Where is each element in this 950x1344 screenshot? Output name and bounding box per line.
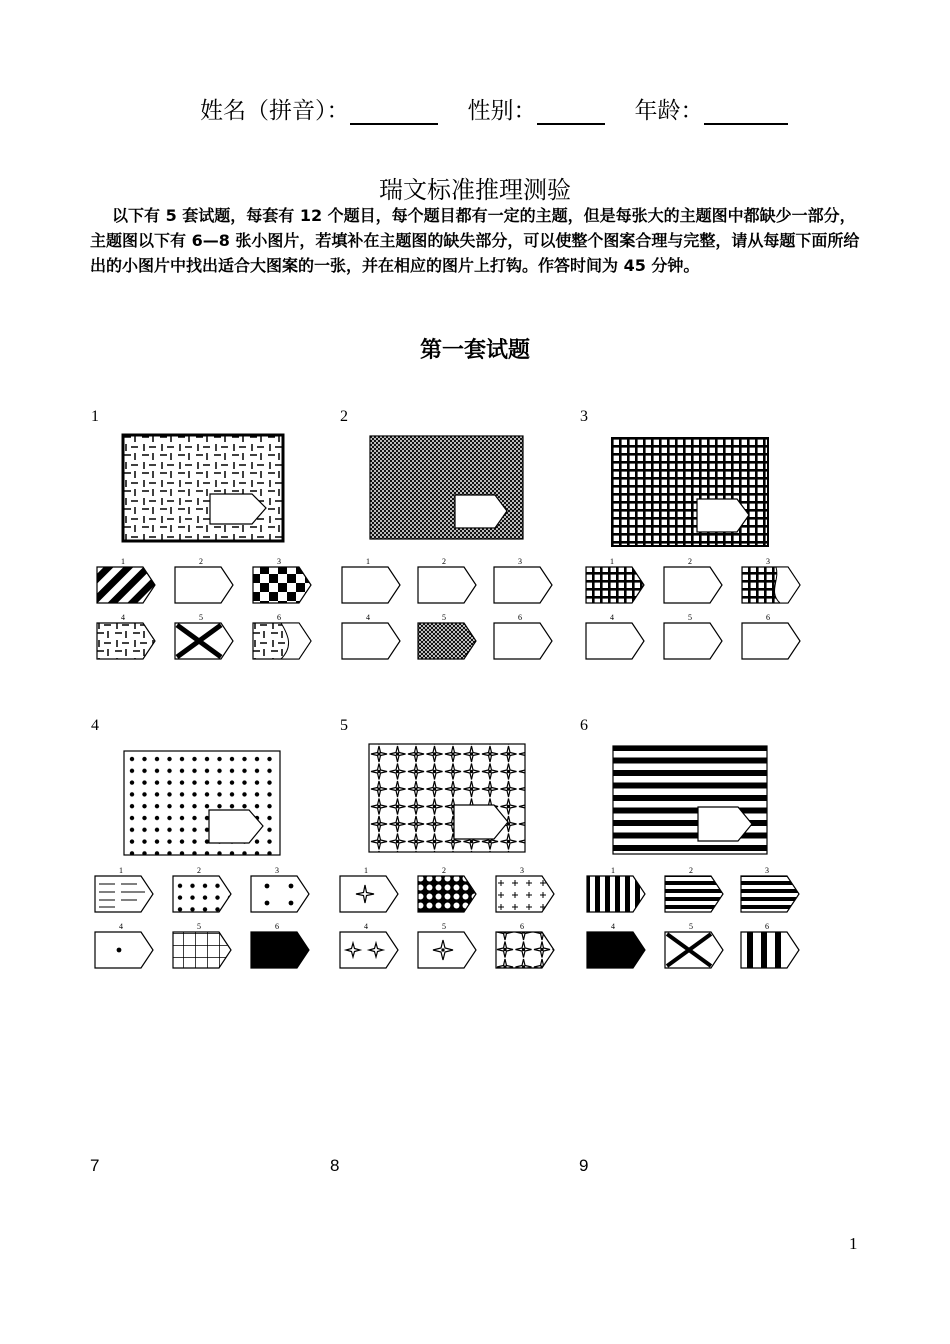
option-5[interactable] bbox=[664, 613, 722, 659]
option-5[interactable] bbox=[418, 922, 476, 968]
option-3[interactable] bbox=[741, 866, 799, 912]
question-number: 3 bbox=[580, 408, 588, 425]
svg-text:2: 2 bbox=[688, 557, 692, 566]
svg-text:5: 5 bbox=[442, 922, 446, 931]
option-2[interactable] bbox=[664, 557, 722, 603]
option-4[interactable] bbox=[342, 613, 400, 659]
option-1[interactable] bbox=[340, 866, 398, 912]
svg-text:4: 4 bbox=[610, 613, 614, 622]
question-number: 4 bbox=[91, 717, 99, 734]
question-3-main-figure bbox=[611, 437, 769, 547]
svg-text:5: 5 bbox=[689, 922, 693, 931]
question-6-main-figure bbox=[612, 745, 768, 855]
svg-text:6: 6 bbox=[275, 922, 279, 931]
option-6[interactable] bbox=[742, 613, 800, 659]
svg-text:6: 6 bbox=[520, 922, 524, 931]
svg-text:5: 5 bbox=[442, 613, 446, 622]
svg-text:1: 1 bbox=[364, 866, 368, 875]
svg-text:2: 2 bbox=[689, 866, 693, 875]
gender-label: 性别： bbox=[467, 98, 537, 124]
option-6[interactable] bbox=[494, 613, 552, 659]
option-4[interactable] bbox=[95, 922, 153, 968]
section-title: 第一套试题 bbox=[419, 338, 530, 363]
option-1[interactable] bbox=[586, 557, 644, 603]
question-4-main-figure bbox=[123, 750, 281, 856]
question-2-options bbox=[340, 556, 565, 664]
question-2-main-figure bbox=[369, 435, 524, 540]
svg-text:4: 4 bbox=[121, 613, 125, 622]
svg-text:4: 4 bbox=[611, 922, 615, 931]
question-1-main-figure bbox=[122, 434, 284, 542]
option-5[interactable] bbox=[173, 922, 231, 968]
svg-text:1: 1 bbox=[119, 866, 123, 875]
svg-text:3: 3 bbox=[766, 557, 770, 566]
page-title: 瑞文标准推理测验 bbox=[379, 176, 571, 204]
svg-text:4: 4 bbox=[366, 613, 370, 622]
option-1[interactable] bbox=[97, 557, 155, 603]
option-3[interactable] bbox=[494, 557, 552, 603]
option-1[interactable] bbox=[95, 866, 153, 912]
option-1[interactable] bbox=[342, 557, 400, 603]
option-5[interactable] bbox=[175, 613, 233, 659]
svg-text:6: 6 bbox=[277, 613, 281, 622]
option-3[interactable] bbox=[496, 866, 554, 912]
option-3[interactable] bbox=[251, 866, 309, 912]
page-number: 1 bbox=[849, 1234, 858, 1253]
svg-text:2: 2 bbox=[199, 557, 203, 566]
age-label: 年龄： bbox=[634, 98, 704, 124]
svg-text:5: 5 bbox=[199, 613, 203, 622]
option-6[interactable] bbox=[496, 922, 554, 968]
instructions: 以下有 5 套试题，每套有 12 个题目，每个题目都有一定的主题，但是每张大的主题图中都缺少一部分，主题图以下有 6—8 张小图片，若填补在主题图的缺失部分，可以使整个图案合理与完整，请从每题下面所给出的小图片中找出适合大图案的一张，并在相应的图片上打钩。作答时间为 45 分钟。 bbox=[90, 206, 860, 275]
option-4[interactable] bbox=[340, 922, 398, 968]
svg-text:4: 4 bbox=[364, 922, 368, 931]
question-number: 5 bbox=[340, 717, 348, 734]
question-number: 2 bbox=[340, 408, 348, 425]
svg-text:1: 1 bbox=[610, 557, 614, 566]
svg-text:3: 3 bbox=[275, 866, 279, 875]
question-5-main-figure bbox=[368, 743, 526, 853]
question-6-options bbox=[585, 865, 810, 973]
question-number: 8 bbox=[330, 1156, 340, 1175]
svg-text:6: 6 bbox=[518, 613, 522, 622]
option-2[interactable] bbox=[173, 866, 231, 912]
option-4[interactable] bbox=[586, 613, 644, 659]
name-label: 姓名（拼音）： bbox=[200, 98, 350, 124]
option-3[interactable] bbox=[742, 557, 800, 603]
option-4[interactable] bbox=[97, 613, 155, 659]
age-field[interactable] bbox=[704, 101, 788, 125]
option-6[interactable] bbox=[251, 922, 309, 968]
svg-text:3: 3 bbox=[277, 557, 281, 566]
svg-text:2: 2 bbox=[442, 866, 446, 875]
option-2[interactable] bbox=[175, 557, 233, 603]
option-1[interactable] bbox=[587, 866, 645, 912]
svg-text:1: 1 bbox=[121, 557, 125, 566]
option-2[interactable] bbox=[418, 866, 476, 912]
question-4-options bbox=[93, 865, 318, 973]
option-2[interactable] bbox=[418, 557, 476, 603]
student-info-header bbox=[200, 92, 788, 125]
option-5[interactable] bbox=[418, 613, 476, 659]
svg-text:3: 3 bbox=[518, 557, 522, 566]
gender-field[interactable] bbox=[537, 101, 605, 125]
question-number: 6 bbox=[580, 717, 588, 734]
svg-text:6: 6 bbox=[766, 613, 770, 622]
question-5-options bbox=[338, 865, 563, 973]
svg-text:2: 2 bbox=[197, 866, 201, 875]
svg-text:1: 1 bbox=[611, 866, 615, 875]
svg-text:3: 3 bbox=[765, 866, 769, 875]
option-6[interactable] bbox=[741, 922, 799, 968]
svg-text:5: 5 bbox=[688, 613, 692, 622]
option-3[interactable] bbox=[253, 557, 311, 603]
question-1-options bbox=[95, 556, 320, 664]
name-field[interactable] bbox=[350, 101, 438, 125]
svg-text:4: 4 bbox=[119, 922, 123, 931]
question-number: 9 bbox=[579, 1156, 589, 1175]
option-5[interactable] bbox=[665, 922, 723, 968]
svg-text:5: 5 bbox=[197, 922, 201, 931]
svg-text:2: 2 bbox=[442, 557, 446, 566]
option-2[interactable] bbox=[665, 866, 723, 912]
option-6[interactable] bbox=[253, 613, 311, 659]
question-3-options bbox=[584, 556, 809, 664]
question-number: 7 bbox=[90, 1156, 100, 1175]
svg-text:1: 1 bbox=[366, 557, 370, 566]
svg-text:3: 3 bbox=[520, 866, 524, 875]
question-number: 1 bbox=[91, 408, 99, 425]
option-4[interactable] bbox=[587, 922, 645, 968]
svg-text:6: 6 bbox=[765, 922, 769, 931]
